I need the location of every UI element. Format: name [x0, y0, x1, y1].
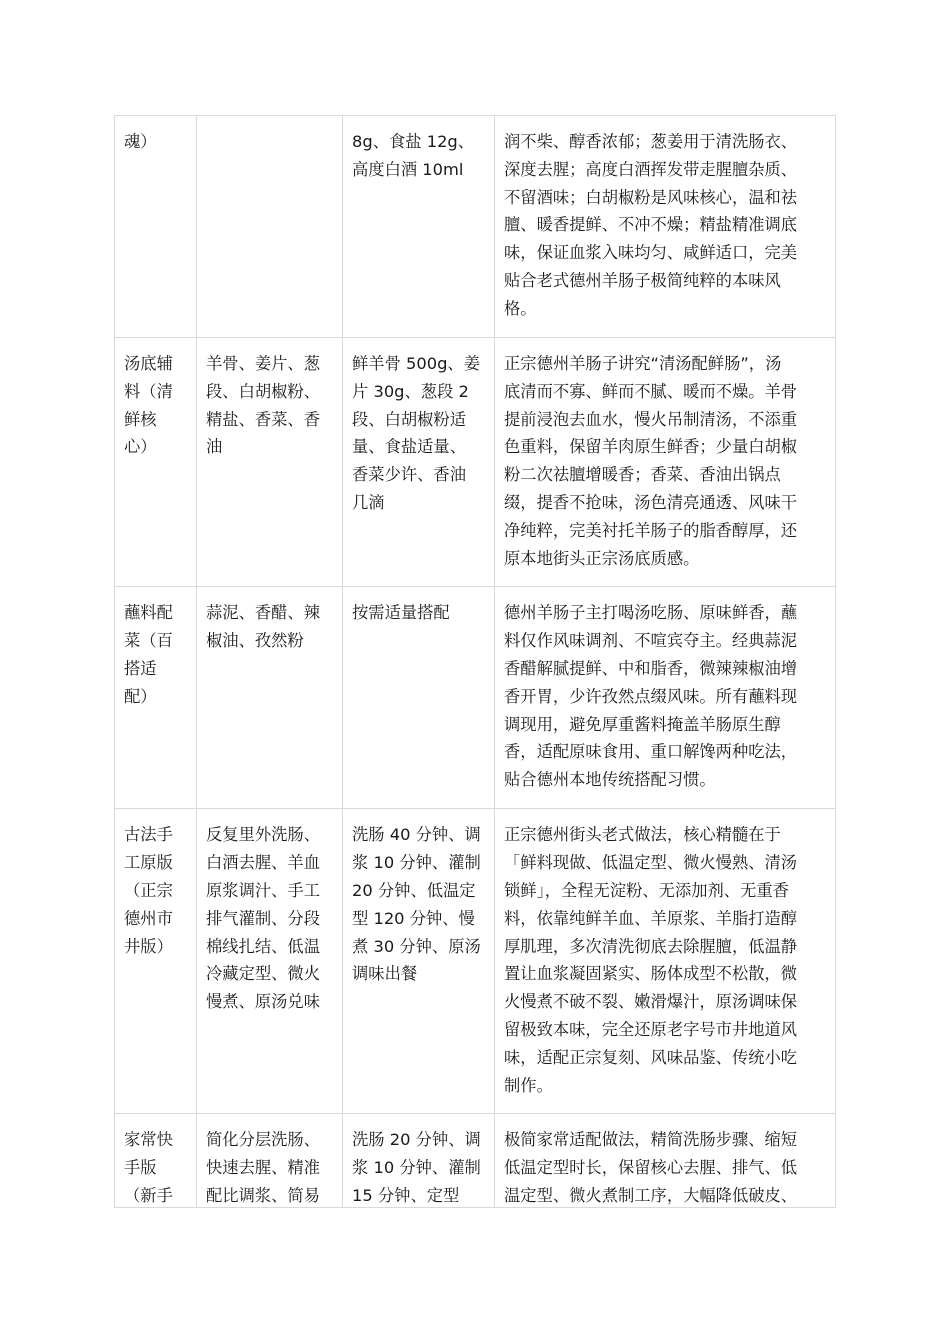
row-category-cell: 蘸料配 菜（百 搭适 配） — [115, 587, 197, 809]
row-category-cell: 家常快 手版 （新手 — [115, 1114, 197, 1234]
row-notes-cell: 正宗德州街头老式做法，核心精髓在于 「鲜料现做、低温定型、微火慢熟、清汤 锁鲜」，全程无淀粉、无添加剂、无重香 料，依靠纯鲜羊血、羊原浆、羊脂打造醇 厚肌理，多次清洗彻底去除腥膻，低温静 置让血浆凝固紧实、肠体成型不松散，微 火慢煮不破不裂、嫩滑爆汁，原汤调味保 留极致本味，完全还原老字号市井地道风 味，适配正宗复刻、风味品鉴、传统小吃 制作。 — [495, 809, 836, 1114]
row-category-cell: 汤底辅 料（清 鲜核 心） — [115, 338, 197, 587]
row-amounts-cell: 鲜羊骨 500g、姜 片 30g、葱段 2 段、白胡椒粉适 量、食盐适量、 香菜少许、香油 几滴 — [343, 338, 495, 587]
row-ingredients-cell — [197, 116, 343, 338]
row-category-cell: 魂） — [115, 116, 197, 338]
page-bottom-margin — [0, 1207, 950, 1344]
table-row — [115, 116, 836, 338]
table-row — [115, 338, 836, 587]
row-category-cell: 古法手 工原版 （正宗 德州市 井版） — [115, 809, 197, 1114]
row-notes-cell: 润不柴、醇香浓郁；葱姜用于清洗肠衣、 深度去腥；高度白酒挥发带走腥膻杂质、 不留酒味；白胡椒粉是风味核心，温和祛 膻、暖香提鲜、不冲不燥；精盐精准调底 味，保证血浆入味均匀、咸鲜适口，完美 贴合老式德州羊肠子极简纯粹的本味风 格。 — [495, 116, 836, 338]
table-bottom-border — [114, 1207, 836, 1208]
row-notes-cell: 德州羊肠子主打喝汤吃肠、原味鲜香，蘸 料仅作风味调剂、不喧宾夺主。经典蒜泥 香醋解腻提鲜、中和脂香，微辣辣椒油增 香开胃，少许孜然点缀风味。所有蘸料现 调现用，避免厚重酱料掩盖羊肠原生醇 香，适配原味食用、重口解馋两种吃法， 贴合德州本地传统搭配习惯。 — [495, 587, 836, 809]
ingredients-table — [114, 115, 836, 1234]
row-amounts-cell: 洗肠 40 分钟、调 浆 10 分钟、灌制 20 分钟、低温定 型 120 分钟、慢 煮 30 分钟、原汤 调味出餐 — [343, 809, 495, 1114]
row-amounts-cell: 洗肠 20 分钟、调 浆 10 分钟、灌制 15 分钟、定型 — [343, 1114, 495, 1234]
table-row — [115, 809, 836, 1114]
row-notes-cell: 极简家常适配做法，精简洗肠步骤、缩短 低温定型时长，保留核心去腥、排气、低 温定型、微火煮制工序，大幅降低破皮、 — [495, 1114, 836, 1234]
row-notes-cell: 正宗德州羊肠子讲究“清汤配鲜肠”，汤 底清而不寡、鲜而不腻、暖而不燥。羊骨 提前浸泡去血水，慢火吊制清汤，不添重 色重料，保留羊肉原生鲜香；少量白胡椒 粉二次祛膻增暖香；香菜、香油出锅点 缀，提香不抢味，汤色清亮通透、风味干 净纯粹，完美衬托羊肠子的脂香醇厚，还 原本地街头正宗汤底质感。 — [495, 338, 836, 587]
row-ingredients-cell: 羊骨、姜片、葱 段、白胡椒粉、 精盐、香菜、香 油 — [197, 338, 343, 587]
row-ingredients-cell: 简化分层洗肠、 快速去腥、精准 配比调浆、简易 — [197, 1114, 343, 1234]
row-amounts-cell: 8g、食盐 12g、 高度白酒 10ml — [343, 116, 495, 338]
table-row — [115, 587, 836, 809]
row-ingredients-cell: 蒜泥、香醋、辣 椒油、孜然粉 — [197, 587, 343, 809]
row-amounts-cell: 按需适量搭配 — [343, 587, 495, 809]
row-ingredients-cell: 反复里外洗肠、 白酒去腥、羊血 原浆调汁、手工 排气灌制、分段 棉线扎结、低温 冷藏定型、微火 慢煮、原汤兑味 — [197, 809, 343, 1114]
